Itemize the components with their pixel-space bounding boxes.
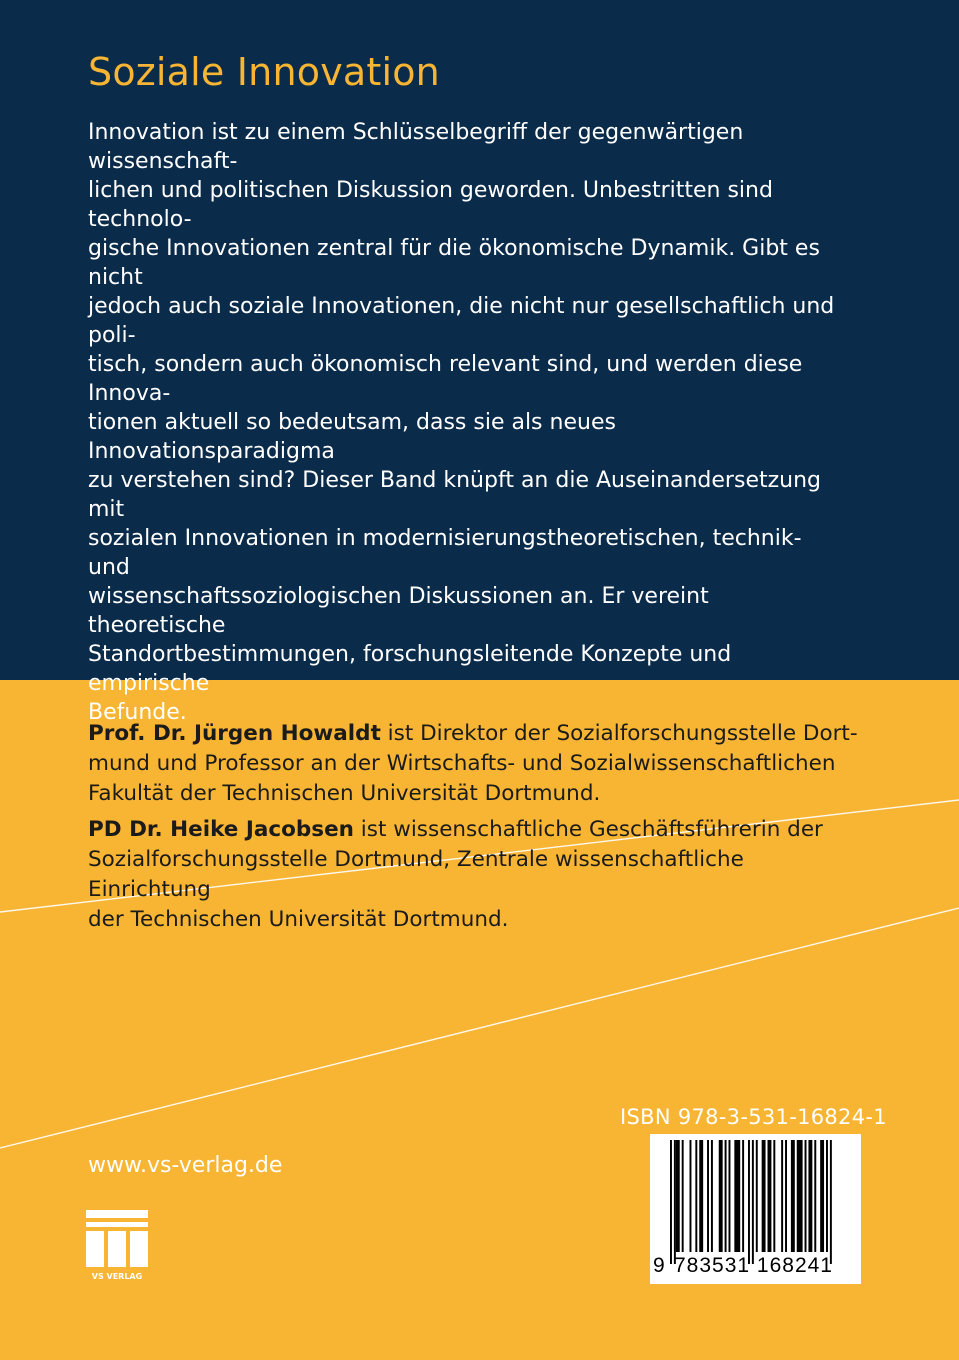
blurb-line: sozialen Innovationen in modernisierungstheoretischen, technik- und [88, 526, 802, 580]
barcode-bar [781, 1140, 783, 1252]
blurb-line: gische Innovationen zentral für die ökonomische Dynamik. Gibt es nicht [88, 236, 820, 290]
barcode-bar [756, 1140, 758, 1252]
barcode-bar [762, 1140, 766, 1252]
blurb-line: Standortbestimmungen, forschungsleitende Konzepte und empirische [88, 642, 732, 696]
barcode-bar [814, 1140, 816, 1252]
blurb-line: wissenschaftssoziologischen Diskussionen an. Er vereint theoretische [88, 584, 709, 638]
barcode-number: 783531 168241 [674, 1254, 833, 1277]
barcode-bar [674, 1140, 676, 1264]
blurb-line: jedoch auch soziale Innovationen, die nicht nur gesellschaftlich und poli- [88, 294, 835, 348]
blurb-line: zu verstehen sind? Dieser Band knüpft an die Auseinandersetzung mit [88, 468, 822, 522]
blurb-line: Innovation ist zu einem Schlüsselbegriff der gegenwärtigen wissenschaft- [88, 120, 744, 174]
barcode-bar [830, 1140, 832, 1264]
vs-verlag-logo-icon [86, 1210, 148, 1282]
barcode-bar [725, 1140, 727, 1252]
barcode-bar [729, 1140, 731, 1252]
barcode-bar [676, 1140, 680, 1252]
barcode-bar [808, 1140, 812, 1252]
barcode-bar [748, 1140, 750, 1264]
barcode-first-digit: 9 [653, 1254, 666, 1277]
barcode-bar [773, 1140, 775, 1252]
publisher-url[interactable]: www.vs-verlag.de [88, 1153, 283, 1178]
barcode-bar [719, 1140, 723, 1252]
barcode-bar [711, 1140, 713, 1252]
barcode-bar [695, 1140, 697, 1252]
bio-line: der Technischen Universität Dortmund. [88, 907, 509, 932]
blurb-line: lichen und politischen Diskussion geworden. Unbestritten sind technolo- [88, 178, 773, 232]
author-name: PD Dr. Heike Jacobsen [88, 817, 354, 842]
book-title: Soziale Innovation [88, 50, 440, 94]
barcode-bar [785, 1140, 787, 1252]
bio-line: mund und Professor an der Wirtschafts- und Sozialwissenschaftlichen [88, 751, 836, 776]
author-bio-howaldt [88, 719, 868, 809]
barcode-bar [682, 1140, 684, 1252]
author-bio-jacobsen [88, 815, 868, 935]
barcode-bar [734, 1140, 740, 1252]
blurb-line: tisch, sondern auch ökonomisch relevant sind, und werden diese Innova- [88, 352, 803, 406]
author-name: Prof. Dr. Jürgen Howaldt [88, 721, 381, 746]
barcode-bar [820, 1140, 824, 1252]
barcode-bar [690, 1140, 692, 1252]
bio-line: ist wissenschaftliche Geschäftsführerin der [353, 817, 823, 842]
barcode [650, 1134, 861, 1284]
isbn-text: ISBN 978-3-531-16824-1 [620, 1105, 887, 1129]
bio-line: Fakultät der Technischen Universität Dortmund. [88, 781, 601, 806]
barcode-bar [699, 1140, 703, 1252]
barcode-bar [791, 1140, 795, 1252]
bio-line: ist Direktor der Sozialforschungsstelle Dort- [380, 721, 858, 746]
barcode-bar [797, 1140, 803, 1252]
barcode-bar [805, 1140, 807, 1252]
logo-text: VS VERLAG [91, 1272, 143, 1281]
blurb-line: tionen aktuell so bedeutsam, dass sie als neues Innovationsparadigma [88, 410, 616, 464]
barcode-bar [768, 1140, 772, 1252]
barcode-bar [826, 1140, 828, 1252]
barcode-bar [670, 1140, 672, 1264]
barcode-bar [742, 1140, 744, 1252]
blurb-line: Befunde. [88, 700, 187, 725]
blurb-paragraph [88, 118, 848, 727]
barcode-bar [707, 1140, 709, 1252]
bio-line: Sozialforschungsstelle Dortmund, Zentrale wissenschaftliche Einrichtung [88, 847, 744, 902]
barcode-bar [752, 1140, 754, 1264]
